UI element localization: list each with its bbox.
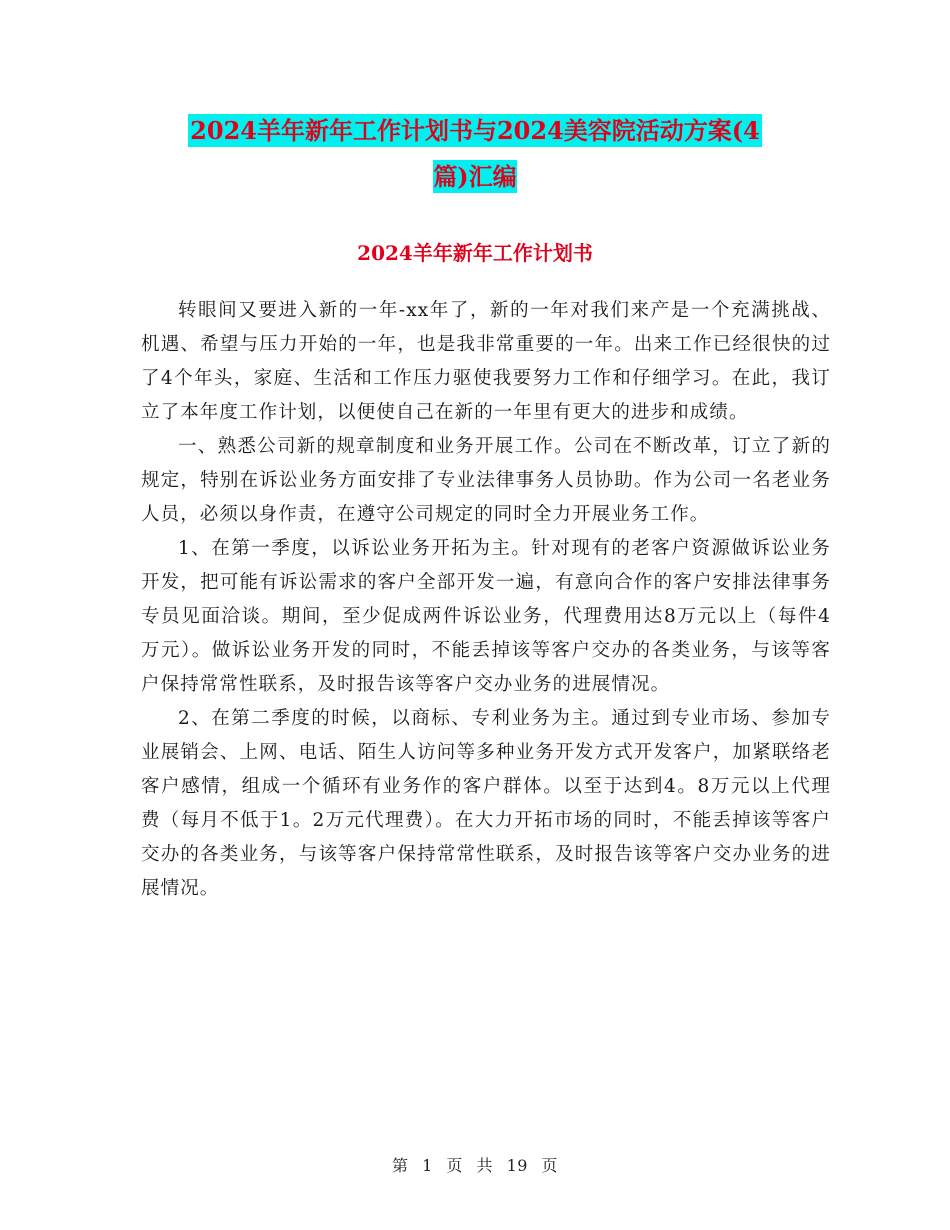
- section-title: 2024羊年新年工作计划书: [357, 241, 593, 265]
- total-suffix: 页: [541, 1156, 559, 1175]
- page-label-mid: 页: [446, 1156, 463, 1175]
- paragraph-q2: 2、在第二季度的时候，以商标、专利业务为主。通过到专业市场、参加专业展销会、上网、电话、陌生人访问等多种业务开发方式开发客户，加紧联络老客户感情，组成一个循环有业务作的客户群体。以至于达到4。8万元以上代理费（每月不低于1。2万元代理费）。在大力开拓市场的同时，不能丢掉该等客户交办的各类业务，与该等客户保持常常性联系，及时报告该等客户交办业务的进展情况。: [141, 708, 831, 899]
- total-prefix: 共: [476, 1156, 493, 1175]
- paragraph-item-one: 一、熟悉公司新的规章制度和业务开展工作。公司在不断改革，订立了新的规定，特别在诉讼业务方面安排了专业法律事务人员协助。作为公司一名老业务人员，必须以身作责，在遵守公司规定的同时全力开展业务工作。: [141, 436, 831, 525]
- total-pages: 19: [506, 1156, 528, 1175]
- document-title-line2: 篇)汇编: [433, 162, 517, 191]
- paragraph-q1: 1、在第一季度，以诉讼业务开拓为主。针对现有的老客户资源做诉讼业务开发，把可能有诉讼需求的客户全部开发一遍，有意向合作的客户安排法律事务专员见面洽谈。期间，至少促成两件诉讼业务，代理费用达8万元以上（每件4万元）。做诉讼业务开发的同时，不能丢掉该等客户交办的各类业务，与该等客户保持常常性联系，及时报告该等客户交办业务的进展情况。: [141, 538, 831, 695]
- document-body: [141, 294, 831, 906]
- paragraph-intro: 转眼间又要进入新的一年-xx年了，新的一年对我们来产是一个充满挑战、机遇、希望与压力开始的一年，也是我非常重要的一年。出来工作已经很快的过了4个年头，家庭、生活和工作压力驱使我要努力工作和仔细学习。在此，我订立了本年度工作计划，以便使自己在新的一年里有更大的进步和成绩。: [141, 300, 831, 423]
- page-number: 1: [422, 1156, 433, 1175]
- document-title-line1: 2024羊年新年工作计划书与2024美容院活动方案(4: [190, 116, 760, 145]
- page-label-prefix: 第: [391, 1156, 409, 1175]
- page-footer: [0, 1153, 950, 1176]
- document-title: [0, 108, 950, 200]
